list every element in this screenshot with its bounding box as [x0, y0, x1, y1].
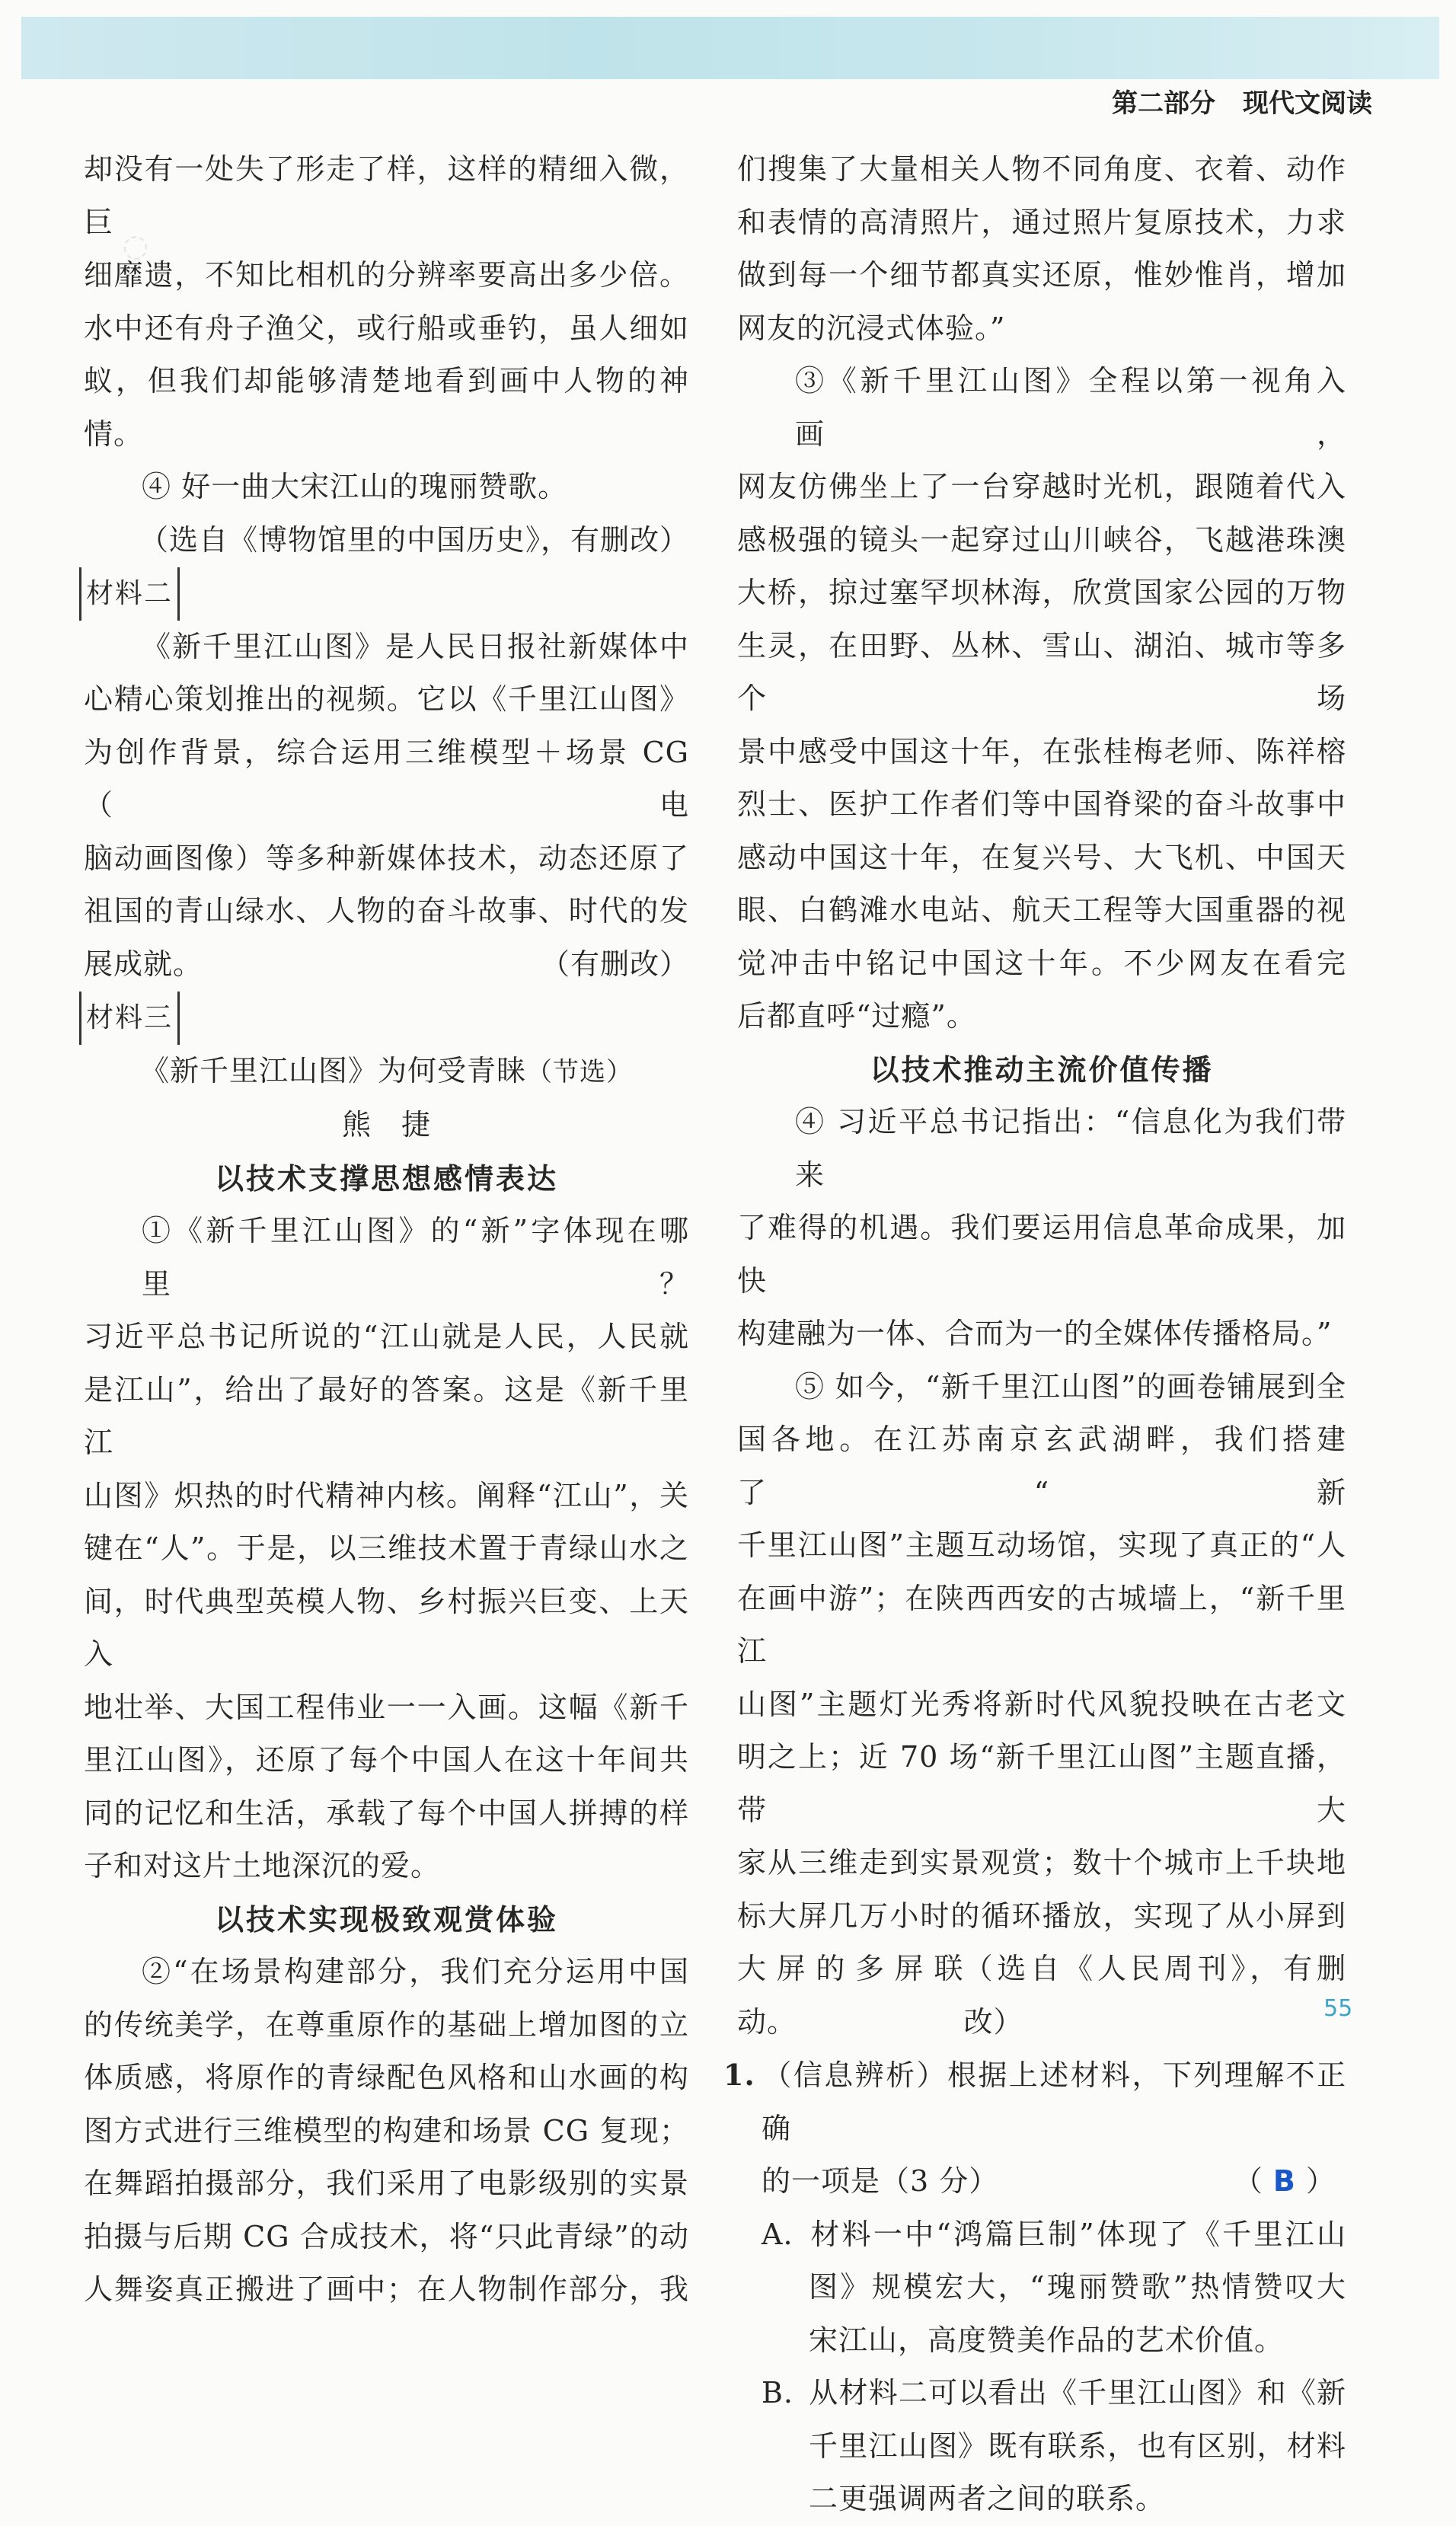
option-letter: B.	[762, 2376, 794, 2409]
paragraph-line: 大桥，掠过塞罕坝林海，欣赏国家公园的万物	[737, 576, 1346, 609]
question-number: 1.	[723, 2058, 755, 2092]
paragraph-line: 习近平总书记所说的“江山就是人民，人民就	[84, 1320, 689, 1353]
paragraph-line: 人舞姿真正搬进了画中；在人物制作部分，我	[84, 2272, 689, 2306]
section-heading: 以技术支撑思想感情表达	[214, 1161, 558, 1196]
paragraph-line: 国各地。在江苏南京玄武湖畔，我们搭建了“新	[737, 1423, 1346, 1509]
paragraph-line: 在画中游”；在陕西西安的古城墙上，“新千里江	[737, 1581, 1346, 1668]
running-header	[1112, 82, 1372, 120]
paragraph-line: 却没有一处失了形走了样，这样的精细入微，巨	[84, 152, 689, 239]
paragraph-line: 水中还有舟子渔父，或行船或垂钓，虽人细如	[84, 311, 689, 345]
answer-blank: （ B ）	[1233, 2164, 1336, 2198]
paragraph-line: ①《新千里江山图》的“新”字体现在哪里？	[142, 1214, 689, 1301]
question-line	[723, 2155, 1346, 2208]
author: 熊 捷	[341, 1108, 431, 1142]
paragraph-line: 千里江山图”主题互动场馆，实现了真正的“人	[737, 1528, 1346, 1562]
paragraph-line: 生灵，在田野、丛林、雪山、湖泊、城市等多个场	[737, 628, 1346, 715]
paragraph-line: 烈士、医护工作者们等中国脊梁的奋斗故事中	[737, 787, 1346, 821]
option-b-line: B. 从材料二可以看出《千里江山图》和《新	[723, 2367, 1346, 2420]
option-letter: A.	[762, 2217, 793, 2251]
paragraph-line-with-note	[737, 1943, 1346, 2049]
paragraph-line: 了难得的机遇。我们要运用信息革命成果，加快	[737, 1211, 1346, 1298]
watermark-mark: ◌	[119, 226, 151, 266]
paragraph-line: 的传统美学，在尊重原作的基础上增加图的立	[84, 2007, 689, 2042]
paragraph-line: 山图”主题灯光秀将新时代风貌投映在古老文	[737, 1687, 1346, 1721]
source-note: （有删改）	[540, 947, 689, 981]
paragraph-line: ④ 好一曲大宋江山的瑰丽赞歌。	[142, 470, 568, 503]
paragraph-line: 是江山”，给出了最好的答案。这是《新千里江	[84, 1372, 689, 1459]
paragraph-line: 为创作背景，综合运用三维模型＋场景 CG（电	[84, 735, 689, 822]
paragraph-line: ⑤ 如今，“新千里江山图”的画卷铺展到全	[795, 1369, 1346, 1404]
paragraph-line: 里江山图》，还原了每个中国人在这十年间共	[84, 1743, 689, 1777]
paragraph-line: ③《新千里江山图》全程以第一视角入画，	[795, 364, 1346, 451]
paragraph-line: 感极强的镜头一起穿过山川峡谷，飞越港珠澳	[737, 522, 1346, 557]
paragraph-line: 做到每一个细节都真实还原，惟妙惟肖，增加	[737, 258, 1346, 292]
paragraph-line: 心精心策划推出的视频。它以《千里江山图》	[84, 682, 689, 716]
paragraph-line: 家从三维走到实景观赏；数十个城市上千块地	[737, 1846, 1346, 1879]
paragraph-line: 地壮举、大国工程伟业一一入画。这幅《新千	[84, 1690, 689, 1724]
paragraph-line-with-note	[84, 938, 689, 992]
paragraph-line: 构建融为一体、合而为一的全媒体传播格局。”	[737, 1317, 1333, 1350]
option-b-line: 二更强调两者之间的联系。	[809, 2482, 1166, 2515]
paragraph-line: 键在“人”。于是，以三维技术置于青绿山水之	[84, 1531, 689, 1565]
question-stem: （信息辨析）根据上述材料，下列理解不正确	[762, 2058, 1346, 2145]
question-stem: 的一项是（3 分）	[762, 2164, 999, 2198]
section-heading: 以技术推动主流价值传播	[870, 1052, 1214, 1087]
paragraph-text: 大屏的多屏联动。	[737, 1952, 964, 2039]
paragraph-line: 蚁，但我们却能够清楚地看到画中人物的神情。	[84, 364, 689, 451]
paragraph-line: 们搜集了大量相关人物不同角度、衣着、动作	[737, 152, 1346, 186]
source-note: （选自《人民周刊》，有删改）	[963, 1952, 1346, 2039]
paragraph-line: 子和对这片土地深沉的爱。	[84, 1849, 441, 1883]
material-three-heading: 材料三	[79, 991, 689, 1045]
question-line	[723, 2049, 1346, 2155]
paragraph-line: 祖国的青山绿水、人物的奋斗故事、时代的发	[84, 894, 689, 928]
header-section: 现代文阅读	[1243, 88, 1372, 119]
article-title: 《新千里江山图》为何受青睐（节选）	[139, 1053, 633, 1087]
paragraph-line: 体质感，将原作的青绿配色风格和山水画的构	[84, 2061, 689, 2094]
paragraph-line: 脑动画图像）等多种新媒体技术，动态还原了	[84, 841, 689, 875]
section-heading: 以技术实现极致观赏体验	[214, 1902, 558, 1937]
material-two-heading: 材料二	[79, 567, 689, 621]
paragraph-line: 景中感受中国这十年，在张桂梅老师、陈祥榕	[737, 734, 1346, 768]
option-a-line: 图》规模宏大，“瑰丽赞歌”热情赞叹大	[809, 2270, 1346, 2304]
article-title-note: （节选）	[526, 1056, 633, 1087]
paragraph-line: ④ 习近平总书记指出：“信息化为我们带来	[795, 1105, 1346, 1192]
paragraph-line: 同的记忆和生活，承载了每个中国人拼搏的样	[84, 1796, 689, 1830]
paragraph-line: 图方式进行三维模型的构建和场景 CG 复现；	[84, 2113, 689, 2148]
paragraph-line: 拍摄与后期 CG 合成技术，将“只此青绿”的动	[84, 2219, 689, 2253]
paragraph-line: 后都直呼“过瘾”。	[737, 999, 976, 1033]
paragraph-line: 《新千里江山图》是人民日报社新媒体中	[142, 629, 689, 663]
answer-letter: B	[1272, 2164, 1296, 2198]
paragraph-line: 山图》炽热的时代精神内核。阐释“江山”，关	[84, 1478, 689, 1512]
option-a-line: A. 材料一中“鸿篇巨制”体现了《千里江山	[723, 2208, 1346, 2262]
paragraph-line: 网友仿佛坐上了一台穿越时光机，跟随着代入	[737, 470, 1346, 503]
option-b-line: 千里江山图》既有联系，也有区别，材料	[809, 2429, 1346, 2463]
paragraph-line: 在舞蹈拍摄部分，我们采用了电影级别的实景	[84, 2167, 689, 2200]
source-note: （选自《博物馆里的中国历史》，有删改）	[139, 522, 689, 557]
paragraph-line: ②“在场景构建部分，我们充分运用中国	[142, 1955, 689, 1988]
header-part: 第二部分	[1112, 88, 1215, 119]
paragraph-line: 觉冲击中铭记中国这十年。不少网友在看完	[737, 946, 1346, 980]
option-a-line: 宋江山，高度赞美作品的艺术价值。	[809, 2323, 1285, 2357]
left-column	[84, 143, 689, 2317]
paragraph-line: 网友的沉浸式体验。”	[737, 311, 1006, 345]
right-column	[723, 143, 1346, 2526]
header-decoration-band	[21, 17, 1439, 79]
paragraph-line: 和表情的高清照片，通过照片复原技术，力求	[737, 205, 1346, 239]
paragraph-line: 标大屏几万小时的循环播放，实现了从小屏到	[737, 1898, 1346, 1933]
paragraph-line: 间，时代典型英模人物、乡村振兴巨变、上天入	[84, 1584, 689, 1671]
paragraph-text: 展成就。	[84, 947, 203, 981]
paragraph-line: 眼、白鹤滩水电站、航天工程等大国重器的视	[737, 893, 1346, 927]
paragraph-line: 感动中国这十年，在复兴号、大飞机、中国天	[737, 840, 1346, 874]
paragraph-line: 细靡遗，不知比相机的分辨率要高出多少倍。	[84, 258, 689, 292]
page-number: 55	[1323, 1995, 1353, 2022]
paragraph-line: 明之上；近 70 场“新千里江山图”主题直播，带大	[737, 1740, 1346, 1827]
